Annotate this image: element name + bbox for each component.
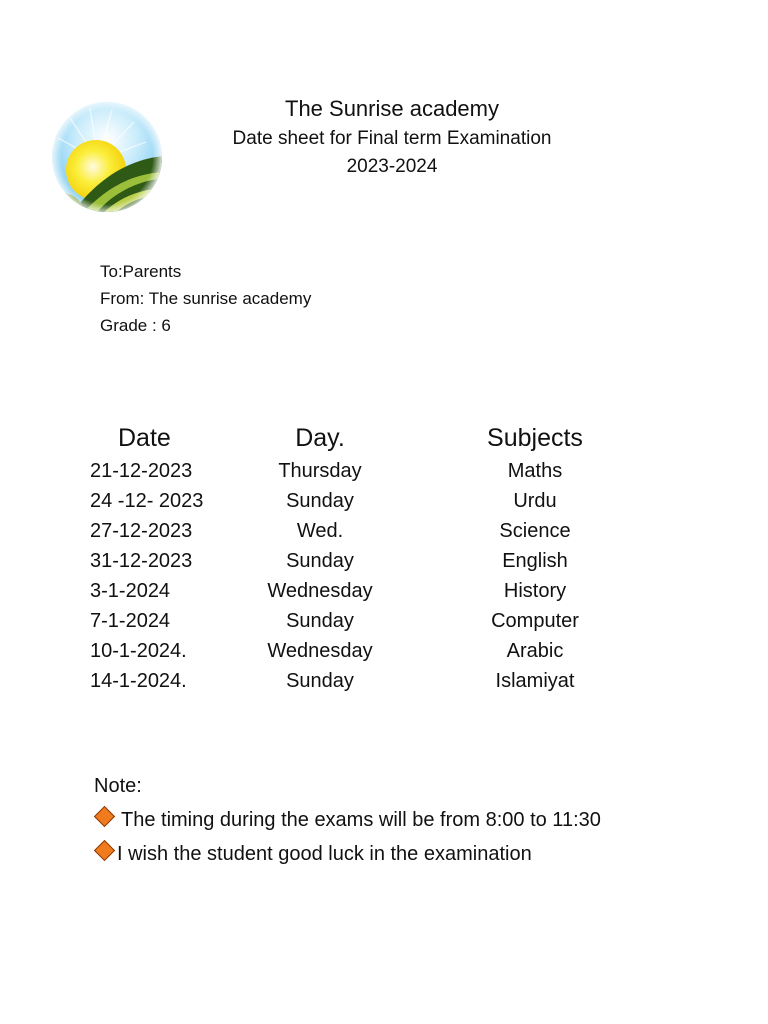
- note-item-text: I wish the student good luck in the examination: [117, 843, 532, 865]
- grade-line: Grade : 6: [100, 316, 171, 335]
- exam-day: Wed.: [296, 520, 344, 542]
- exam-subject: English: [502, 550, 568, 572]
- exam-date: 27-12-2023: [90, 520, 193, 542]
- school-name: The Sunrise academy: [285, 96, 499, 121]
- document-subtitle: Date sheet for Final term Examination: [232, 128, 552, 149]
- recipient-block: [100, 258, 311, 339]
- exam-date: 21-12-2023: [90, 460, 193, 482]
- schedule-row: [0, 520, 768, 550]
- exam-subject: Science: [499, 520, 571, 542]
- orange-diamond-icon: [94, 806, 115, 827]
- exam-subject: Maths: [507, 460, 563, 482]
- exam-date: 7-1-2024: [90, 610, 171, 632]
- note-item: [94, 839, 601, 873]
- exam-date: 14-1-2024.: [90, 670, 187, 692]
- schedule-row: [0, 670, 768, 700]
- date-header: Date: [118, 424, 171, 452]
- schedule-header: [0, 424, 768, 460]
- exam-subject: Islamiyat: [495, 670, 575, 692]
- exam-day: Wednesday: [267, 580, 373, 602]
- exam-subject: History: [503, 580, 567, 602]
- schedule-row: [0, 550, 768, 580]
- exam-subject: Computer: [491, 610, 579, 632]
- exam-subject: Arabic: [506, 640, 564, 662]
- schedule-row: [0, 580, 768, 610]
- schedule-row: [0, 460, 768, 490]
- exam-subject: Urdu: [513, 490, 557, 512]
- exam-date: 24 -12- 2023: [90, 490, 204, 512]
- schedule-row: [0, 640, 768, 670]
- to-line: To:Parents: [100, 262, 182, 281]
- note-item: [94, 805, 601, 839]
- note-section: [94, 771, 601, 873]
- from-line: From: The sunrise academy: [100, 289, 312, 308]
- exam-day: Sunday: [286, 550, 354, 572]
- exam-day: Sunday: [286, 670, 354, 692]
- exam-date: 3-1-2024: [90, 580, 171, 602]
- day-header: Day.: [295, 424, 345, 452]
- exam-date: 31-12-2023: [90, 550, 193, 572]
- session-year: 2023-2024: [346, 156, 438, 177]
- orange-diamond-icon: [94, 840, 115, 861]
- exam-day: Sunday: [286, 490, 354, 512]
- exam-day: Thursday: [278, 460, 362, 482]
- exam-schedule: [0, 424, 768, 700]
- exam-date: 10-1-2024.: [90, 640, 187, 662]
- subjects-header: Subjects: [487, 424, 583, 452]
- note-label: Note:: [94, 775, 142, 797]
- schedule-row: [0, 610, 768, 640]
- exam-day: Wednesday: [267, 640, 373, 662]
- schedule-row: [0, 490, 768, 520]
- exam-day: Sunday: [286, 610, 354, 632]
- note-item-text: The timing during the exams will be from 8:00 to 11:30: [121, 809, 601, 831]
